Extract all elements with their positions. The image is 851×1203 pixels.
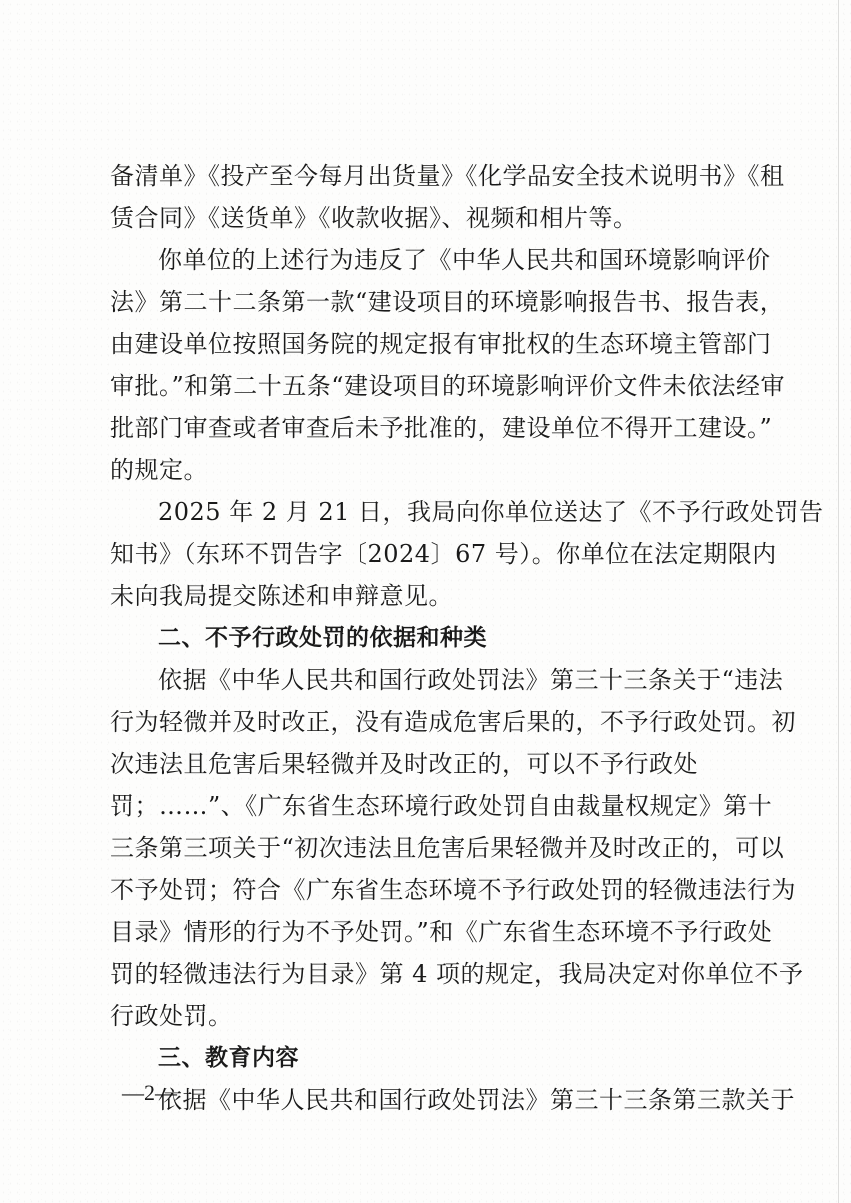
text-line: 不予处罚；符合《广东省生态环境不予行政处罚的轻微违法行为 [110, 876, 796, 904]
text-line: 的规定。 [110, 456, 208, 484]
page-number: —2— [122, 1080, 177, 1105]
text-line: 由建设单位按照国务院的规定报有审批权的生态环境主管部门 [110, 330, 772, 358]
paragraph-start-line: 你单位的上述行为违反了《中华人民共和国环境影响评价 [158, 246, 771, 274]
text-line: 行为轻微并及时改正，没有造成危害后果的，不予行政处罚。初 [110, 708, 796, 736]
text-line: 法》第二十二条第一款“建设项目的环境影响报告书、报告表， [110, 288, 785, 316]
paragraph-start-line: 2025 年 2 月 21 日，我局向你单位送达了《不予行政处罚告 [158, 498, 824, 526]
paragraph-start-line: 依据《中华人民共和国行政处罚法》第三十三条关于“违法 [158, 666, 784, 694]
text-line: 次违法且危害后果轻微并及时改正的，可以不予行政处 [110, 750, 698, 778]
text-line: 罚；……”、《广东省生态环境行政处罚自由裁量权规定》第十 [110, 792, 773, 820]
section-heading: 二、不予行政处罚的依据和种类 [158, 625, 487, 651]
scan-edge-line [838, 0, 839, 1203]
text-line: 三条第三项关于“初次违法且危害后果轻微并及时改正的，可以 [110, 834, 785, 862]
text-line: 目录》情形的行为不予处罚。”和《广东省生态环境不予行政处 [110, 918, 773, 946]
paragraph-start-line: 依据《中华人民共和国行政处罚法》第三十三条第三款关于 [158, 1086, 795, 1114]
text-line: 审批。”和第二十五条“建设项目的环境影响评价文件未依法经审 [110, 372, 786, 400]
text-line: 备清单》《投产至今每月出货量》《化学品安全技术说明书》《租 [110, 162, 785, 190]
document-body [110, 155, 824, 1121]
text-line: 罚的轻微违法行为目录》第 4 项的规定，我局决定对你单位不予 [110, 960, 804, 988]
text-line: 赁合同》《送货单》《收款收据》、视频和相片等。 [110, 204, 638, 232]
text-line: 知书》（东环不罚告字〔2024〕67 号）。你单位在法定期限内 [110, 540, 777, 568]
section-heading: 三、教育内容 [158, 1045, 299, 1071]
text-line: 批部门审查或者审查后未予批准的，建设单位不得开工建设。” [110, 414, 773, 442]
text-line: 行政处罚。 [110, 1002, 233, 1030]
text-line: 未向我局提交陈述和申辩意见。 [110, 582, 453, 610]
